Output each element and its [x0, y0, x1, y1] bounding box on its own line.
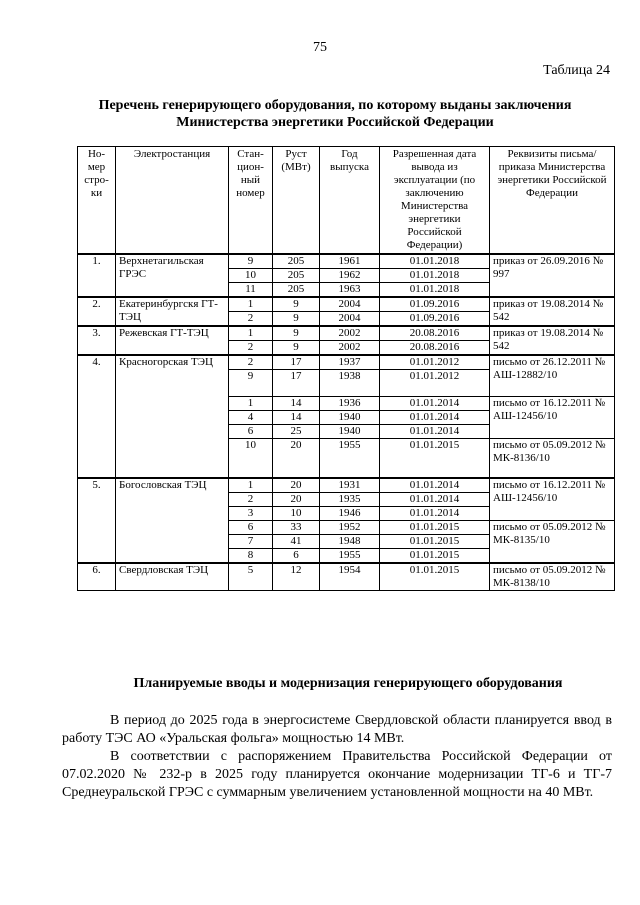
unit-power: 9: [273, 326, 320, 341]
unit-year: 2002: [320, 341, 380, 356]
unit-power: 41: [273, 535, 320, 549]
unit-year: 1954: [320, 563, 380, 591]
unit-year: 1946: [320, 507, 380, 521]
decommission-date: 01.01.2014: [380, 397, 490, 411]
unit-power: 14: [273, 411, 320, 425]
paragraph: В период до 2025 года в энергосистеме Свердловской области планируется ввод в работу ТЭС АО «Уральская фольга» мощностью 14 МВт.: [62, 713, 612, 746]
decommission-date: 01.09.2016: [380, 312, 490, 327]
document-ref: письмо от 05.09.2012 № МК-8136/10: [490, 439, 615, 479]
unit-power: 6: [273, 549, 320, 564]
unit-number: 10: [229, 439, 273, 479]
table-row: [78, 254, 615, 269]
unit-year: 1938: [320, 370, 380, 397]
decommission-date: 01.09.2016: [380, 297, 490, 312]
document-ref: письмо от 26.12.2011 № АШ-12882/10: [490, 355, 615, 397]
header-year: Год выпуска: [320, 147, 380, 255]
decommission-date: 01.01.2018: [380, 269, 490, 283]
unit-number: 1: [229, 326, 273, 341]
document-ref: приказ от 26.09.2016 № 997: [490, 254, 615, 297]
document-ref: письмо от 16.12.2011 № АШ-12456/10: [490, 478, 615, 521]
unit-power: 33: [273, 521, 320, 535]
unit-year: 1940: [320, 425, 380, 439]
unit-number: 5: [229, 563, 273, 591]
row-num: 5.: [78, 478, 116, 563]
table-row: [78, 326, 615, 341]
unit-year: 1948: [320, 535, 380, 549]
unit-number: 2: [229, 493, 273, 507]
table-row: [78, 478, 615, 493]
unit-year: 1961: [320, 254, 380, 269]
decommission-date: 20.08.2016: [380, 326, 490, 341]
header-doc: Реквизиты письма/приказа Министерства энергетики Российской Федерации: [490, 147, 615, 255]
unit-year: 1937: [320, 355, 380, 370]
unit-power: 14: [273, 397, 320, 411]
unit-number: 4: [229, 411, 273, 425]
unit-power: 12: [273, 563, 320, 591]
unit-power: 10: [273, 507, 320, 521]
unit-number: 10: [229, 269, 273, 283]
document-ref: приказ от 19.08.2014 № 542: [490, 326, 615, 355]
row-num: 4.: [78, 355, 116, 478]
table-row: [78, 355, 615, 370]
decommission-date: 01.01.2015: [380, 521, 490, 535]
table-title: Перечень генерирующего оборудования, по которому выданы заключения Министерства энергетики Российской Федерации: [98, 98, 572, 130]
unit-year: 1931: [320, 478, 380, 493]
station-name: Режевская ГТ-ТЭЦ: [116, 326, 229, 355]
decommission-date: 01.01.2015: [380, 535, 490, 549]
decommission-date: 01.01.2015: [380, 439, 490, 479]
document-ref: письмо от 05.09.2012 № МК-8135/10: [490, 521, 615, 564]
decommission-date: 01.01.2015: [380, 549, 490, 564]
decommission-date: 01.01.2014: [380, 411, 490, 425]
unit-power: 205: [273, 283, 320, 298]
unit-number: 3: [229, 507, 273, 521]
document-ref: приказ от 19.08.2014 № 542: [490, 297, 615, 326]
unit-power: 9: [273, 312, 320, 327]
station-name: Екатеринбургскя ГТ-ТЭЦ: [116, 297, 229, 326]
header-num: Но-мер стро-ки: [78, 147, 116, 255]
unit-power: 20: [273, 478, 320, 493]
unit-number: 1: [229, 397, 273, 411]
unit-number: 1: [229, 478, 273, 493]
station-name: Красногорская ТЭЦ: [116, 355, 229, 478]
decommission-date: 01.01.2012: [380, 355, 490, 370]
unit-year: 1936: [320, 397, 380, 411]
unit-year: 1952: [320, 521, 380, 535]
decommission-date: 01.01.2018: [380, 283, 490, 298]
unit-number: 8: [229, 549, 273, 564]
unit-year: 1962: [320, 269, 380, 283]
decommission-date: 01.01.2014: [380, 493, 490, 507]
decommission-date: 01.01.2014: [380, 478, 490, 493]
unit-year: 1963: [320, 283, 380, 298]
row-num: 1.: [78, 254, 116, 297]
unit-power: 20: [273, 439, 320, 479]
unit-power: 25: [273, 425, 320, 439]
unit-number: 2: [229, 341, 273, 356]
decommission-date: 01.01.2012: [380, 370, 490, 397]
equipment-table: [77, 146, 615, 591]
unit-number: 7: [229, 535, 273, 549]
unit-power: 17: [273, 355, 320, 370]
header-date: Разрешенная дата вывода из эксплуатации (по заключению Министерства энергетики Российской Федерации): [380, 147, 490, 255]
document-ref: письмо от 16.12.2011 № АШ-12456/10: [490, 397, 615, 439]
table-label: Таблица 24: [543, 63, 610, 78]
unit-number: 1: [229, 297, 273, 312]
decommission-date: 01.01.2014: [380, 507, 490, 521]
unit-number: 6: [229, 425, 273, 439]
header-station: Электростанция: [116, 147, 229, 255]
section-subtitle: Планируемые вводы и модернизация генерирующего оборудования: [133, 676, 563, 691]
paragraph: В соответствии с распоряжением Правительства Российской Федерации от 07.02.2020 № 232-р в 2025 году планируется окончание модернизации ТГ-6 и ТГ-7 Среднеуральской ГРЭС с суммарным увеличением установленной мощности на 40 МВт.: [62, 749, 612, 800]
unit-power: 17: [273, 370, 320, 397]
station-name: Свердловская ТЭЦ: [116, 563, 229, 591]
unit-power: 205: [273, 254, 320, 269]
station-name: Верхнетагильская ГРЭС: [116, 254, 229, 297]
decommission-date: 20.08.2016: [380, 341, 490, 356]
page-number: 75: [313, 40, 327, 55]
unit-power: 9: [273, 297, 320, 312]
unit-number: 6: [229, 521, 273, 535]
unit-power: 20: [273, 493, 320, 507]
row-num: 2.: [78, 297, 116, 326]
row-num: 6.: [78, 563, 116, 591]
unit-power: 205: [273, 269, 320, 283]
unit-number: 11: [229, 283, 273, 298]
unit-year: 1940: [320, 411, 380, 425]
table-row: [78, 297, 615, 312]
unit-year: 2004: [320, 297, 380, 312]
unit-number: 2: [229, 355, 273, 370]
header-power: Pуст (МВт): [273, 147, 320, 255]
table-row: [78, 563, 615, 591]
header-unit: Стан-цион-ный номер: [229, 147, 273, 255]
unit-number: 9: [229, 370, 273, 397]
unit-year: 2002: [320, 326, 380, 341]
unit-number: 2: [229, 312, 273, 327]
unit-year: 1955: [320, 549, 380, 564]
decommission-date: 01.01.2015: [380, 563, 490, 591]
unit-year: 1935: [320, 493, 380, 507]
station-name: Богословская ТЭЦ: [116, 478, 229, 563]
decommission-date: 01.01.2018: [380, 254, 490, 269]
row-num: 3.: [78, 326, 116, 355]
unit-number: 9: [229, 254, 273, 269]
unit-power: 9: [273, 341, 320, 356]
unit-year: 1955: [320, 439, 380, 479]
table-header-row: [78, 147, 615, 255]
unit-year: 2004: [320, 312, 380, 327]
document-ref: письмо от 05.09.2012 № МК-8138/10: [490, 563, 615, 591]
decommission-date: 01.01.2014: [380, 425, 490, 439]
